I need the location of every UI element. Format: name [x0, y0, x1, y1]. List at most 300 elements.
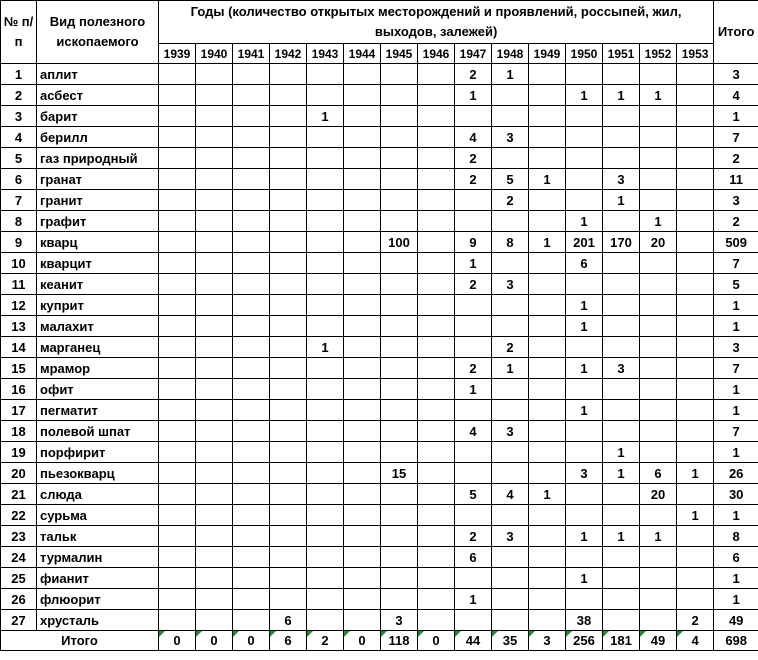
year-count-cell: 1 — [492, 358, 529, 379]
footer-year-total: 118 — [381, 631, 418, 651]
year-count-cell: 1 — [603, 526, 640, 547]
year-count-cell: 1 — [455, 379, 492, 400]
year-count-cell — [529, 505, 566, 526]
row-number: 16 — [1, 379, 37, 400]
year-count-cell — [603, 610, 640, 631]
year-count-cell — [603, 106, 640, 127]
footer-year-total: 4 — [677, 631, 714, 651]
row-number: 3 — [1, 106, 37, 127]
year-count-cell — [381, 127, 418, 148]
row-total: 1 — [714, 589, 758, 610]
row-total: 1 — [714, 505, 758, 526]
year-count-cell: 6 — [566, 253, 603, 274]
year-count-cell — [159, 337, 196, 358]
year-count-cell — [529, 589, 566, 610]
year-count-cell — [529, 190, 566, 211]
mineral-name: гранит — [37, 190, 159, 211]
footer-year-total: 0 — [233, 631, 270, 651]
year-count-cell — [344, 232, 381, 253]
year-count-cell — [233, 190, 270, 211]
year-count-cell — [529, 421, 566, 442]
table-row — [1, 316, 758, 337]
row-number: 4 — [1, 127, 37, 148]
year-count-cell: 2 — [677, 610, 714, 631]
year-count-cell — [196, 484, 233, 505]
year-count-cell — [196, 526, 233, 547]
year-count-cell — [529, 127, 566, 148]
table-row — [1, 85, 758, 106]
year-count-cell — [233, 316, 270, 337]
year-count-cell — [344, 316, 381, 337]
year-count-cell — [492, 610, 529, 631]
year-count-cell — [418, 85, 455, 106]
year-count-cell: 1 — [529, 484, 566, 505]
year-count-cell — [677, 358, 714, 379]
year-count-cell — [344, 547, 381, 568]
year-count-cell — [492, 316, 529, 337]
year-count-cell — [196, 190, 233, 211]
year-count-cell: 4 — [492, 484, 529, 505]
year-count-cell — [529, 337, 566, 358]
year-count-cell — [418, 484, 455, 505]
year-count-cell — [159, 484, 196, 505]
row-number: 27 — [1, 610, 37, 631]
year-header-1946: 1946 — [418, 44, 455, 64]
table-row — [1, 421, 758, 442]
year-header-1950: 1950 — [566, 44, 603, 64]
year-count-cell — [677, 337, 714, 358]
year-count-cell — [344, 526, 381, 547]
row-number: 1 — [1, 64, 37, 85]
year-count-cell — [418, 127, 455, 148]
year-header-1940: 1940 — [196, 44, 233, 64]
year-count-cell — [344, 169, 381, 190]
header-total: Итого — [714, 1, 758, 64]
year-count-cell — [344, 358, 381, 379]
year-count-cell: 1 — [566, 400, 603, 421]
year-count-cell — [159, 211, 196, 232]
year-count-cell — [159, 400, 196, 421]
year-count-cell — [344, 253, 381, 274]
row-total: 509 — [714, 232, 758, 253]
year-count-cell — [159, 169, 196, 190]
year-count-cell — [418, 463, 455, 484]
year-count-cell — [196, 610, 233, 631]
table-row — [1, 547, 758, 568]
table-row — [1, 274, 758, 295]
year-count-cell — [529, 274, 566, 295]
year-count-cell — [307, 295, 344, 316]
year-count-cell: 2 — [455, 358, 492, 379]
mineral-name: мрамор — [37, 358, 159, 379]
year-count-cell — [492, 442, 529, 463]
year-count-cell: 1 — [566, 568, 603, 589]
footer-year-total: 256 — [566, 631, 603, 651]
table-row — [1, 106, 758, 127]
year-count-cell — [640, 358, 677, 379]
mineral-name: порфирит — [37, 442, 159, 463]
row-total: 11 — [714, 169, 758, 190]
year-count-cell — [418, 421, 455, 442]
row-number: 7 — [1, 190, 37, 211]
year-count-cell — [270, 106, 307, 127]
year-count-cell — [307, 211, 344, 232]
year-count-cell — [196, 295, 233, 316]
row-number: 22 — [1, 505, 37, 526]
year-count-cell — [418, 190, 455, 211]
year-count-cell — [603, 505, 640, 526]
year-count-cell — [196, 358, 233, 379]
row-total: 2 — [714, 148, 758, 169]
year-count-cell — [233, 379, 270, 400]
year-count-cell — [677, 274, 714, 295]
year-count-cell — [677, 379, 714, 400]
year-count-cell — [159, 358, 196, 379]
row-total: 3 — [714, 64, 758, 85]
year-count-cell — [381, 295, 418, 316]
year-count-cell: 2 — [455, 148, 492, 169]
year-count-cell — [418, 211, 455, 232]
year-count-cell — [418, 442, 455, 463]
year-count-cell — [603, 421, 640, 442]
footer-year-total: 0 — [344, 631, 381, 651]
year-count-cell — [677, 211, 714, 232]
year-count-cell — [640, 400, 677, 421]
year-count-cell: 3 — [566, 463, 603, 484]
year-count-cell — [307, 484, 344, 505]
year-count-cell — [233, 610, 270, 631]
year-count-cell — [529, 610, 566, 631]
year-count-cell — [159, 190, 196, 211]
row-number: 13 — [1, 316, 37, 337]
year-header-1944: 1944 — [344, 44, 381, 64]
mineral-name: полевой шпат — [37, 421, 159, 442]
year-count-cell — [640, 421, 677, 442]
year-count-cell — [603, 295, 640, 316]
year-count-cell — [677, 169, 714, 190]
footer-year-total: 35 — [492, 631, 529, 651]
row-total: 7 — [714, 358, 758, 379]
year-count-cell — [640, 547, 677, 568]
year-count-cell — [640, 190, 677, 211]
year-count-cell — [455, 211, 492, 232]
year-count-cell — [159, 463, 196, 484]
year-count-cell — [529, 148, 566, 169]
year-count-cell — [307, 589, 344, 610]
row-total: 6 — [714, 547, 758, 568]
row-total: 1 — [714, 400, 758, 421]
year-count-cell — [344, 106, 381, 127]
year-count-cell — [640, 505, 677, 526]
year-count-cell — [603, 64, 640, 85]
year-count-cell: 3 — [603, 358, 640, 379]
mineral-name: гранат — [37, 169, 159, 190]
year-count-cell — [159, 568, 196, 589]
year-count-cell: 1 — [677, 505, 714, 526]
year-count-cell: 5 — [455, 484, 492, 505]
year-count-cell — [344, 190, 381, 211]
year-count-cell — [492, 463, 529, 484]
row-number: 2 — [1, 85, 37, 106]
year-count-cell — [566, 127, 603, 148]
year-count-cell — [270, 253, 307, 274]
year-count-cell — [566, 64, 603, 85]
year-count-cell — [566, 148, 603, 169]
year-count-cell: 1 — [603, 190, 640, 211]
row-total: 30 — [714, 484, 758, 505]
footer-year-total: 49 — [640, 631, 677, 651]
year-count-cell — [307, 358, 344, 379]
year-count-cell — [270, 379, 307, 400]
year-count-cell — [640, 589, 677, 610]
year-header-1942: 1942 — [270, 44, 307, 64]
year-count-cell — [418, 295, 455, 316]
table-row — [1, 379, 758, 400]
year-count-cell: 3 — [492, 526, 529, 547]
mineral-name: пьезокварц — [37, 463, 159, 484]
year-count-cell — [233, 337, 270, 358]
year-count-cell — [677, 484, 714, 505]
year-count-cell — [418, 169, 455, 190]
year-count-cell — [418, 316, 455, 337]
year-count-cell — [233, 442, 270, 463]
year-count-cell: 4 — [455, 421, 492, 442]
row-number: 8 — [1, 211, 37, 232]
year-count-cell — [159, 379, 196, 400]
row-total: 4 — [714, 85, 758, 106]
year-count-cell — [159, 610, 196, 631]
year-count-cell — [381, 316, 418, 337]
mineral-name: флюорит — [37, 589, 159, 610]
row-total: 7 — [714, 421, 758, 442]
year-count-cell — [270, 589, 307, 610]
year-count-cell — [233, 421, 270, 442]
year-count-cell — [196, 463, 233, 484]
year-count-cell — [159, 253, 196, 274]
year-count-cell — [159, 295, 196, 316]
year-count-cell — [233, 295, 270, 316]
row-number: 9 — [1, 232, 37, 253]
year-count-cell — [233, 253, 270, 274]
year-count-cell — [233, 148, 270, 169]
year-count-cell — [159, 85, 196, 106]
row-number: 23 — [1, 526, 37, 547]
year-count-cell — [677, 547, 714, 568]
table-row — [1, 526, 758, 547]
year-count-cell: 4 — [455, 127, 492, 148]
footer-year-total: 6 — [270, 631, 307, 651]
row-total: 1 — [714, 316, 758, 337]
year-count-cell — [566, 547, 603, 568]
year-count-cell: 1 — [677, 463, 714, 484]
year-count-cell — [344, 400, 381, 421]
footer-year-total: 0 — [196, 631, 233, 651]
year-count-cell — [566, 505, 603, 526]
year-count-cell — [233, 232, 270, 253]
table-row — [1, 484, 758, 505]
year-count-cell — [196, 253, 233, 274]
year-count-cell — [307, 190, 344, 211]
year-count-cell — [270, 85, 307, 106]
year-count-cell — [418, 358, 455, 379]
row-total: 3 — [714, 337, 758, 358]
year-count-cell — [566, 169, 603, 190]
year-count-cell — [381, 526, 418, 547]
grand-total: 698 — [714, 631, 758, 651]
year-count-cell — [418, 379, 455, 400]
year-count-cell — [307, 505, 344, 526]
year-count-cell — [418, 568, 455, 589]
year-count-cell: 3 — [603, 169, 640, 190]
year-count-cell — [381, 400, 418, 421]
year-count-cell — [159, 547, 196, 568]
year-count-cell — [677, 442, 714, 463]
year-count-cell — [455, 610, 492, 631]
year-count-cell: 20 — [640, 232, 677, 253]
row-total: 7 — [714, 127, 758, 148]
year-count-cell — [381, 568, 418, 589]
year-count-cell — [529, 463, 566, 484]
year-count-cell — [196, 127, 233, 148]
year-count-cell — [159, 505, 196, 526]
year-count-cell — [603, 127, 640, 148]
year-count-cell — [566, 589, 603, 610]
year-count-cell — [640, 337, 677, 358]
year-count-cell — [159, 316, 196, 337]
year-count-cell — [196, 421, 233, 442]
year-count-cell — [677, 190, 714, 211]
year-count-cell: 6 — [270, 610, 307, 631]
year-count-cell — [344, 421, 381, 442]
year-count-cell: 15 — [381, 463, 418, 484]
row-number: 11 — [1, 274, 37, 295]
year-count-cell — [381, 253, 418, 274]
table-row — [1, 232, 758, 253]
year-count-cell — [307, 85, 344, 106]
year-count-cell — [344, 589, 381, 610]
year-count-cell — [603, 337, 640, 358]
footer-year-total: 0 — [418, 631, 455, 651]
year-count-cell — [455, 337, 492, 358]
year-count-cell: 1 — [566, 211, 603, 232]
year-count-cell — [381, 190, 418, 211]
year-count-cell — [159, 232, 196, 253]
year-count-cell — [233, 547, 270, 568]
year-count-cell — [159, 148, 196, 169]
row-number: 6 — [1, 169, 37, 190]
year-header-1945: 1945 — [381, 44, 418, 64]
footer-year-total: 2 — [307, 631, 344, 651]
year-header-1947: 1947 — [455, 44, 492, 64]
year-count-cell — [492, 589, 529, 610]
year-count-cell: 38 — [566, 610, 603, 631]
year-count-cell — [270, 169, 307, 190]
year-count-cell — [233, 526, 270, 547]
year-count-cell — [233, 589, 270, 610]
row-total: 49 — [714, 610, 758, 631]
year-count-cell — [344, 484, 381, 505]
table-row — [1, 169, 758, 190]
year-count-cell — [307, 148, 344, 169]
year-count-cell — [196, 148, 233, 169]
year-count-cell: 1 — [307, 106, 344, 127]
year-count-cell — [307, 421, 344, 442]
year-count-cell — [344, 148, 381, 169]
year-count-cell — [492, 295, 529, 316]
table-row — [1, 253, 758, 274]
row-total: 5 — [714, 274, 758, 295]
year-count-cell — [455, 295, 492, 316]
year-count-cell: 3 — [381, 610, 418, 631]
year-count-cell — [603, 148, 640, 169]
year-count-cell — [196, 547, 233, 568]
year-count-cell — [344, 463, 381, 484]
year-count-cell — [603, 547, 640, 568]
mineral-name: тальк — [37, 526, 159, 547]
year-count-cell — [270, 568, 307, 589]
row-total: 1 — [714, 106, 758, 127]
year-count-cell — [603, 484, 640, 505]
year-count-cell — [196, 568, 233, 589]
row-number: 25 — [1, 568, 37, 589]
row-number: 15 — [1, 358, 37, 379]
year-count-cell — [233, 64, 270, 85]
year-count-cell — [270, 316, 307, 337]
mineral-name: кварцит — [37, 253, 159, 274]
table-row — [1, 568, 758, 589]
year-count-cell — [307, 274, 344, 295]
year-count-cell: 6 — [640, 463, 677, 484]
year-header-1939: 1939 — [159, 44, 196, 64]
year-count-cell — [677, 148, 714, 169]
year-count-cell — [381, 169, 418, 190]
year-count-cell — [381, 85, 418, 106]
year-count-cell — [677, 85, 714, 106]
year-count-cell: 1 — [566, 85, 603, 106]
table-row — [1, 127, 758, 148]
year-count-cell — [307, 463, 344, 484]
year-count-cell — [307, 64, 344, 85]
year-count-cell: 1 — [566, 295, 603, 316]
year-count-cell — [492, 379, 529, 400]
year-count-cell — [418, 106, 455, 127]
year-count-cell — [196, 64, 233, 85]
year-count-cell — [529, 358, 566, 379]
year-count-cell: 5 — [492, 169, 529, 190]
mineral-name: пегматит — [37, 400, 159, 421]
year-count-cell — [529, 211, 566, 232]
year-count-cell — [677, 316, 714, 337]
year-count-cell: 1 — [603, 463, 640, 484]
year-count-cell: 1 — [566, 526, 603, 547]
year-count-cell — [307, 169, 344, 190]
row-total: 8 — [714, 526, 758, 547]
year-count-cell — [233, 274, 270, 295]
year-count-cell — [418, 253, 455, 274]
year-count-cell — [196, 316, 233, 337]
year-count-cell — [677, 526, 714, 547]
year-count-cell — [381, 64, 418, 85]
year-count-cell: 2 — [455, 274, 492, 295]
year-count-cell — [307, 547, 344, 568]
year-header-1949: 1949 — [529, 44, 566, 64]
year-count-cell — [307, 316, 344, 337]
year-count-cell — [233, 358, 270, 379]
mineral-name: асбест — [37, 85, 159, 106]
year-count-cell: 1 — [566, 316, 603, 337]
year-count-cell — [529, 379, 566, 400]
mineral-name: офит — [37, 379, 159, 400]
